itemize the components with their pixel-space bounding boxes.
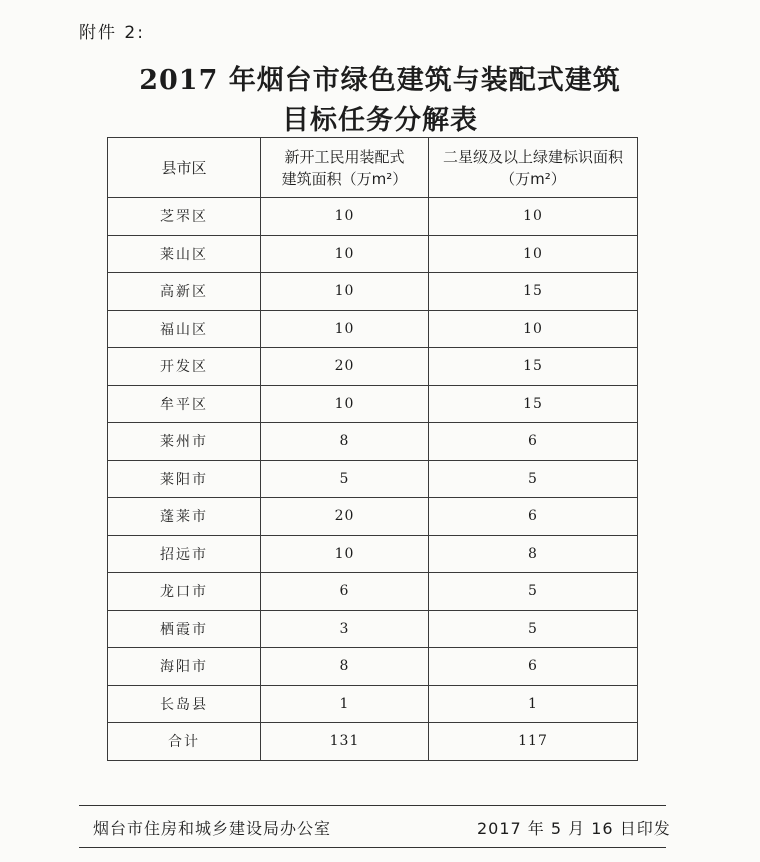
issue-date: 2017 年 5 月 16 日印发 (477, 819, 671, 838)
table-row (108, 423, 638, 461)
green-label-area-cell: 10 (429, 235, 638, 273)
prefab-area-cell: 10 (261, 535, 429, 573)
district-cell: 招远市 (108, 535, 261, 573)
prefab-area-cell: 20 (261, 348, 429, 386)
prefab-area-cell: 131 (261, 723, 429, 761)
district-cell: 牟平区 (108, 385, 261, 423)
prefab-area-cell: 10 (261, 235, 429, 273)
district-cell: 龙口市 (108, 573, 261, 611)
table-body (108, 198, 638, 761)
table-row (108, 610, 638, 648)
prefab-area-cell: 20 (261, 498, 429, 536)
prefab-area-cell: 10 (261, 385, 429, 423)
prefab-area-cell: 10 (261, 198, 429, 236)
prefab-area-cell: 3 (261, 610, 429, 648)
footer-rule-top (79, 805, 666, 806)
table-row (108, 235, 638, 273)
green-label-area-cell: 6 (429, 648, 638, 686)
table-row (108, 198, 638, 236)
district-cell: 莱山区 (108, 235, 261, 273)
document-title-line2: 目标任务分解表 (282, 105, 478, 136)
district-cell: 莱州市 (108, 423, 261, 461)
document-title-line1: 2017 年烟台市绿色建筑与装配式建筑 (139, 65, 621, 96)
issuer-name: 烟台市住房和城乡建设局办公室 (93, 819, 332, 838)
green-label-area-cell: 5 (429, 610, 638, 648)
prefab-area-cell: 5 (261, 460, 429, 498)
table-row (108, 535, 638, 573)
district-cell: 福山区 (108, 310, 261, 348)
prefab-area-cell: 10 (261, 310, 429, 348)
prefab-area-cell: 8 (261, 423, 429, 461)
green-label-area-cell: 5 (429, 573, 638, 611)
footer-rule-bottom (79, 847, 666, 848)
green-label-area-cell: 8 (429, 535, 638, 573)
table-row (108, 685, 638, 723)
green-label-area-cell: 5 (429, 460, 638, 498)
district-cell: 长岛县 (108, 685, 261, 723)
green-label-area-cell: 117 (429, 723, 638, 761)
green-label-area-cell: 10 (429, 310, 638, 348)
green-label-area-cell: 1 (429, 685, 638, 723)
green-label-area-cell: 6 (429, 423, 638, 461)
prefab-area-cell: 8 (261, 648, 429, 686)
table-row (108, 385, 638, 423)
table-total-row (108, 723, 638, 761)
district-cell: 栖霞市 (108, 610, 261, 648)
district-cell: 芝罘区 (108, 198, 261, 236)
header-prefab-area: 新开工民用装配式 建筑面积（万m²） (261, 138, 429, 198)
district-cell: 开发区 (108, 348, 261, 386)
table-row (108, 273, 638, 311)
table-row (108, 348, 638, 386)
green-label-area-cell: 10 (429, 198, 638, 236)
target-task-table (107, 137, 638, 761)
table-row (108, 573, 638, 611)
district-cell: 海阳市 (108, 648, 261, 686)
green-label-area-cell: 15 (429, 385, 638, 423)
district-cell: 高新区 (108, 273, 261, 311)
header-district: 县市区 (108, 138, 261, 198)
green-label-area-cell: 15 (429, 273, 638, 311)
header-green-label-area: 二星级及以上绿建标识面积 （万m²） (429, 138, 638, 198)
attachment-label: 附件 2: (79, 23, 145, 43)
district-cell: 莱阳市 (108, 460, 261, 498)
table-row (108, 648, 638, 686)
district-cell: 蓬莱市 (108, 498, 261, 536)
green-label-area-cell: 6 (429, 498, 638, 536)
table-row (108, 460, 638, 498)
district-cell: 合计 (108, 723, 261, 761)
table-row (108, 310, 638, 348)
table-row (108, 498, 638, 536)
prefab-area-cell: 1 (261, 685, 429, 723)
green-label-area-cell: 15 (429, 348, 638, 386)
prefab-area-cell: 10 (261, 273, 429, 311)
table-header-row (108, 138, 638, 198)
prefab-area-cell: 6 (261, 573, 429, 611)
